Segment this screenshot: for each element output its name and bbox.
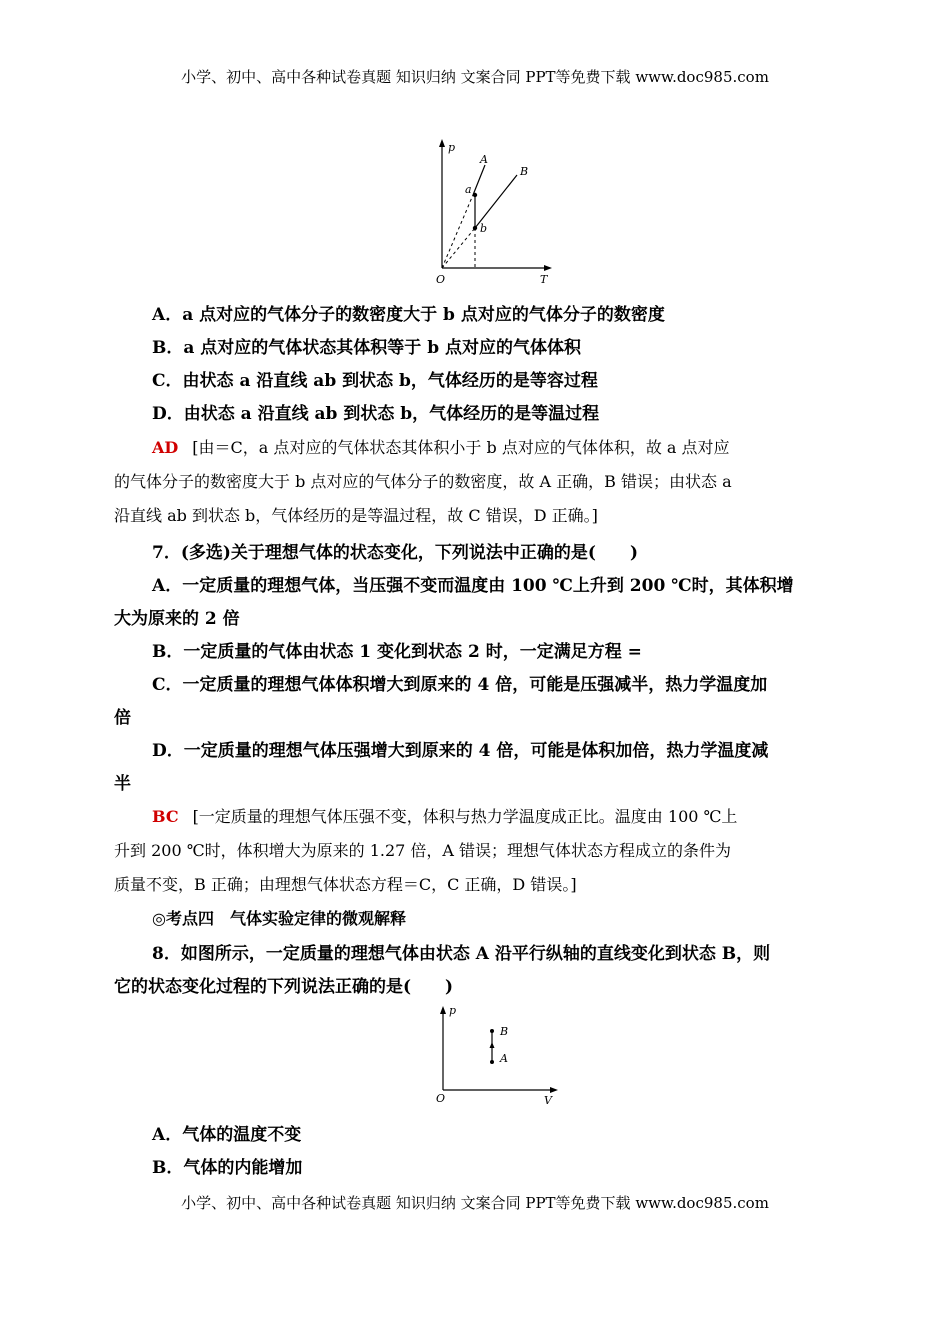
- page-footer: 小学、初中、高中各种试卷真题 知识归纳 文案合同 PPT等免费下载 www.doc985.com: [181, 1194, 769, 1212]
- line-a-label: A: [480, 153, 488, 166]
- q7-option-d-2: 半: [114, 774, 131, 794]
- q8-option-b: B．气体的内能增加: [152, 1158, 303, 1178]
- q8-stem-2: 它的状态变化过程的下列说法正确的是( ): [114, 977, 454, 997]
- q6-option-b: B．a 点对应的气体状态其体积等于 b 点对应的气体体积: [152, 338, 582, 358]
- v-axis-label: V: [544, 1094, 552, 1107]
- q7-answer-line-2: 升到 200 ℃时，体积增大为原来的 1.27 倍，A 错误；理想气体状态方程成立的条件为: [114, 841, 732, 860]
- q6-answer-text-1: [由＝C，a 点对应的气体状态其体积小于 b 点对应的气体体积，故 a 点对应: [192, 438, 730, 457]
- line-b-label: B: [520, 165, 529, 178]
- v-axis-arrow: [550, 1087, 558, 1093]
- q6-option-a: A．a 点对应的气体分子的数密度大于 b 点对应的气体分子的数密度: [152, 305, 665, 325]
- p-axis-label: p: [448, 141, 456, 154]
- pv-graph-figure: [428, 1000, 568, 1110]
- t-axis-label: T: [540, 273, 548, 286]
- point-b-label: b: [480, 222, 488, 235]
- line-b: [475, 175, 517, 228]
- q8-option-a: A．气体的温度不变: [152, 1125, 302, 1145]
- point-b-label: B: [500, 1025, 509, 1038]
- q7-answer-line-3: 质量不变，B 正确；由理想气体状态方程＝C，C 正确，D 错误。]: [114, 875, 577, 894]
- point-a-label: a: [465, 183, 472, 196]
- line-a: [473, 165, 485, 195]
- point-b: [490, 1029, 494, 1033]
- q8-stem-1: 8．如图所示，一定质量的理想气体由状态 A 沿平行纵轴的直线变化到状态 B，则: [152, 944, 771, 964]
- q7-option-d-1: D．一定质量的理想气体压强增大到原来的 4 倍，可能是体积加倍，热力学温度减: [152, 741, 769, 761]
- q7-option-a-1: A．一定质量的理想气体，当压强不变而温度由 100 ℃上升到 200 ℃时，其体积增: [152, 576, 794, 596]
- q7-option-c-2: 倍: [114, 708, 131, 728]
- line-b-dashed: [442, 228, 475, 268]
- q7-option-a-2: 大为原来的 2 倍: [114, 609, 240, 629]
- q7-option-c-1: C．一定质量的理想气体体积增大到原来的 4 倍，可能是压强减半，热力学温度加: [152, 675, 768, 695]
- point-a: [473, 193, 477, 197]
- p-axis-label: p: [449, 1004, 457, 1017]
- point-a-label: A: [500, 1052, 508, 1065]
- point-a: [490, 1060, 494, 1064]
- p-axis-arrow: [439, 139, 445, 147]
- q7-answer-text-1: [一定质量的理想气体压强不变，体积与热力学温度成正比。温度由 100 ℃上: [192, 807, 738, 826]
- q6-answer-line-3: 沿直线 ab 到状态 b，气体经历的是等温过程，故 C 错误，D 正确。]: [114, 506, 598, 525]
- page-header: 小学、初中、高中各种试卷真题 知识归纳 文案合同 PPT等免费下载 www.doc985.com: [181, 68, 769, 86]
- line-a-dashed: [442, 195, 473, 268]
- section-heading: ◎考点四 气体实验定律的微观解释: [152, 909, 406, 928]
- q6-answer-line-1: [152, 435, 730, 458]
- q6-answer-line-2: 的气体分子的数密度大于 b 点对应的气体分子的数密度，故 A 正确，B 错误；由状态 a: [114, 472, 732, 491]
- p-axis-arrow: [440, 1006, 446, 1014]
- q7-answer-key: BC: [152, 807, 179, 826]
- q6-answer-key: AD: [152, 438, 179, 457]
- origin-label: O: [436, 273, 446, 286]
- origin-label: O: [436, 1092, 446, 1105]
- pt-graph-figure: [410, 135, 560, 290]
- q6-option-c: C．由状态 a 沿直线 ab 到状态 b，气体经历的是等容过程: [152, 371, 598, 391]
- q7-option-b: B．一定质量的气体由状态 1 变化到状态 2 时，一定满足方程 =: [152, 642, 642, 662]
- q7-stem: 7．(多选)关于理想气体的状态变化，下列说法中正确的是( ): [152, 543, 639, 563]
- segment-arrow: [490, 1042, 495, 1048]
- q6-option-d: D．由状态 a 沿直线 ab 到状态 b，气体经历的是等温过程: [152, 404, 600, 424]
- point-b: [473, 226, 477, 230]
- q7-answer-line-1: [152, 804, 737, 827]
- t-axis-arrow: [544, 265, 552, 271]
